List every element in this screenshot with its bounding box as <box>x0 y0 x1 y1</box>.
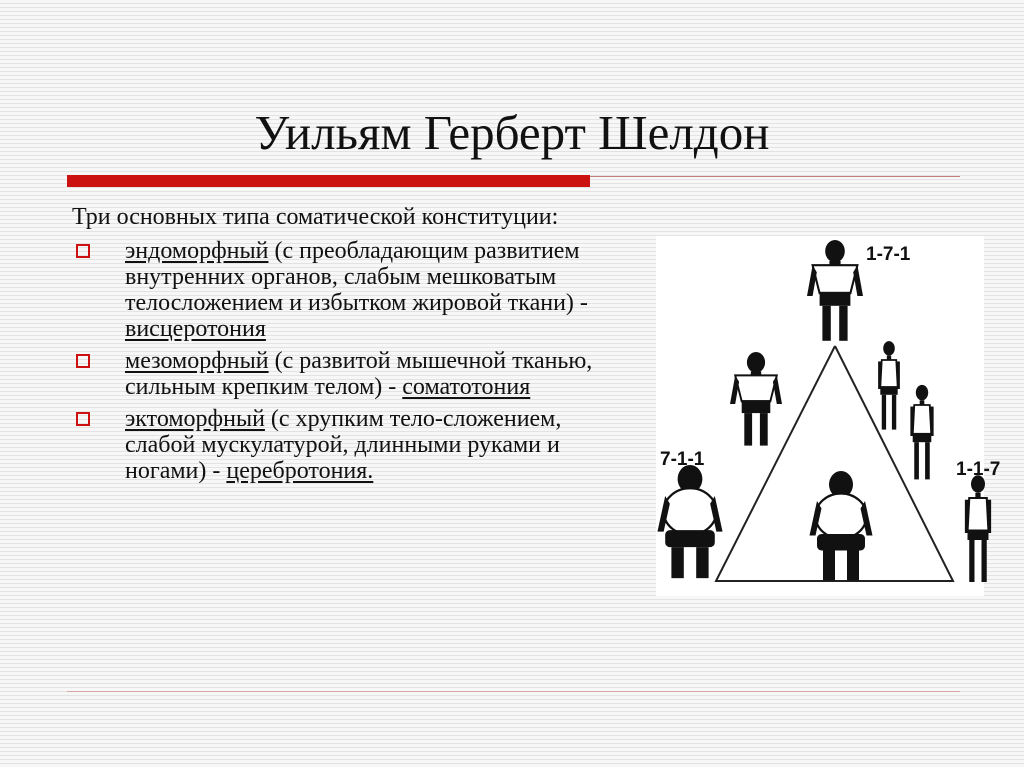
list-item-mesomorph <box>72 348 632 400</box>
footer-divider-line <box>67 691 960 692</box>
term-endomorph: эндоморфный <box>125 238 269 264</box>
desc-mesomorph: (с развитой мышечной тканью, сильным крепким телом) - <box>125 348 593 400</box>
intro-text: Три основных типа соматической конституции: <box>72 204 559 230</box>
title-accent-bar <box>67 175 590 187</box>
list-item-endomorph <box>72 238 632 342</box>
somatotype-triangle-figure <box>656 236 1001 596</box>
term-ectomorph: эктоморфный <box>125 406 265 432</box>
label-left-711: 7-1-1 <box>660 449 705 470</box>
list-item-ectomorph <box>72 406 632 484</box>
label-right-117: 1-1-7 <box>956 459 1001 480</box>
square-bullet-icon <box>76 244 90 258</box>
label-top-171: 1-7-1 <box>866 244 911 265</box>
result-mesomorph: соматотония <box>402 374 531 400</box>
result-ectomorph: церебротония. <box>226 458 374 484</box>
term-mesomorph: мезоморфный <box>125 348 269 374</box>
slide-body <box>72 204 632 490</box>
slide-title: Уильям Герберт Шелдон <box>254 105 770 160</box>
title-divider-line <box>590 176 960 177</box>
square-bullet-icon <box>76 354 90 368</box>
desc-endomorph: (с преобладающим развитием внутренних органов, слабым мешковатым телосложением и избытком жировой ткани) - <box>125 238 588 316</box>
result-endomorph: висцеротония <box>125 316 266 342</box>
desc-ectomorph: (с хрупким тело-сложением, слабой мускулатурой, длинными руками и ногами) - <box>125 406 562 484</box>
square-bullet-icon <box>76 412 90 426</box>
